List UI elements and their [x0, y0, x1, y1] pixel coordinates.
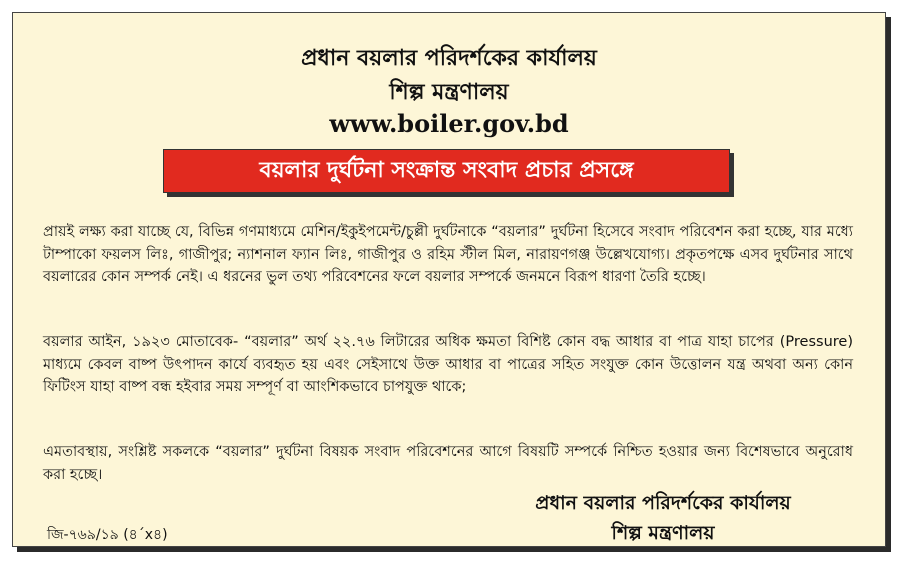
signature-office: প্রধান বয়লার পরিদর্শকের কার্যালয়: [535, 492, 791, 514]
ministry-title: শিল্প মন্ত্রণালয়: [389, 80, 509, 105]
paragraph-2: বয়লার আইন, ১৯২৩ মোতাবেক- “বয়লার” অর্থ ২২.৭৬ লিটারের অধিক ক্ষমতা বিশিষ্ট কোন বদ্ধ আধার বা পাত্র যাহা চাপের (Pressure) মাধ্যমে কেবল বাষ্প উৎপাদন কার্যে ব্যবহৃত হয় এবং সেইসাথে উক্ত আধার বা পাত্রের সহিত সংযুক্ত কোন উত্তোলন যন্ত্র অথবা অন্য কোন ফিটিংস যাহা বাষ্প বন্ধ হইবার সময় সম্পূর্ণ বা আংশিকভাবে চাপযুক্ত থাকে;: [43, 334, 853, 395]
paragraph-1: প্রায়ই লক্ষ্য করা যাচ্ছে যে, বিভিন্ন গণমাধ্যমে মেশিন/ইকুইপমেন্ট/চুল্লী দুর্ঘটনাকে “বয়লার” দুর্ঘটনা হিসেবে সংবাদ পরিবেশন করা হচ্ছে, যার মধ্যে টাম্পাকো ফয়লস লিঃ, গাজীপুর; ন্যাশনাল ফ্যান লিঃ, গাজীপুর ও রহিম স্টীল মিল, নারায়ণগঞ্জ উল্লেখযোগ্য। প্রকৃতপক্ষে এসব দুর্ঘটনার সাথে বয়লারের কোন সম্পর্ক নেই। এ ধরনের ভুল তথ্য পরিবেশনের ফলে বয়লার সম্পর্কে জনমনে বিরূপ ধারণা তৈরি হচ্ছে।: [43, 224, 853, 285]
notice-banner: [163, 149, 730, 193]
signature-ministry: শিল্প মন্ত্রণালয়: [611, 522, 715, 544]
banner-title: বয়লার দুর্ঘটনা সংক্রান্ত সংবাদ প্রচার প্রসঙ্গে: [259, 157, 634, 183]
reference-number: জি-৭৬৯/১৯ (৪´x৪): [47, 527, 168, 543]
office-title: প্রধান বয়লার পরিদর্শকের কার্যালয়: [301, 46, 597, 71]
website-link[interactable]: www.boiler.gov.bd: [329, 109, 569, 138]
notice-frame: [12, 12, 886, 547]
paragraph-3: এমতাবস্থায়, সংশ্লিষ্ট সকলকে “বয়লার” দুর্ঘটনা বিষয়ক সংবাদ পরিবেশনের আগে বিষয়টি সম্পর্কে নিশ্চিত হওয়ার জন্য বিশেষভাবে অনুরোধ করা হচ্ছে।: [43, 444, 853, 483]
